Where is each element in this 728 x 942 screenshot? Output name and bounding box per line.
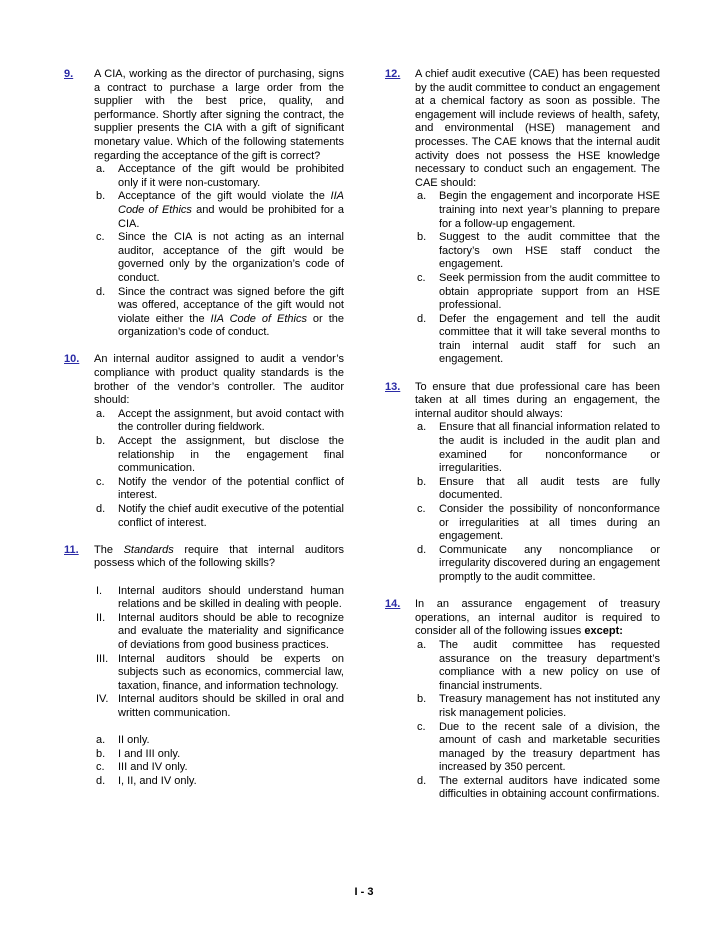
question-12 [385,68,660,367]
option-b: b. Treasury management has not instituted any risk management policies. [417,693,660,719]
option-d: d. The external auditors have indicated some difficulties in obtaining account confirmations. [417,774,660,801]
question-stem: An internal auditor assigned to audit a vendor’s compliance with product quality standards is the brother of the vendor’s controller. The auditor should: [94,353,344,407]
question-number: 9. [64,68,74,80]
option-d: d. Since the contract was signed before the gift was offered, acceptance of the gift would not violate either the IIA Code of Ethics or the organization’s code of conduct. [96,285,344,339]
option-a: a. Accept the assignment, but avoid contact with the controller during fieldwork. [96,407,344,434]
option-c: c. III and IV only. [96,761,188,774]
option-b: b. Ensure that all audit tests are fully documented. [417,475,660,502]
option-d: d. Defer the engagement and tell the audit committee that it will take several months to train internal audit staff for such an engagement. [417,312,660,366]
question-number: 13. [385,380,401,393]
page-number: I - 3 [354,886,374,898]
left-column [64,68,344,802]
option-d: d. Communicate any noncompliance or irregularity discovered during an engagement promptly to the audit committee. [417,543,660,583]
option-d: d. I, II, and IV only. [96,774,197,787]
option-c: c. Since the CIA is not acting as an internal auditor, acceptance of the gift would be governed only by the organization’s code of conduct. [96,231,344,284]
option-b: b. I and III only. [96,747,181,760]
option-c: c. Due to the recent sale of a division, the amount of cash and marketable securities managed by the treasury department has increased by 350 percent. [417,720,660,774]
right-column [385,68,660,816]
option-c: c. Seek permission from the audit committee to obtain appropriate support from an HSE professional. [417,271,660,312]
question-11 [64,544,344,789]
question-9 [64,68,344,340]
question-10 [64,353,344,530]
statement-i: I. Internal auditors should understand human relations and be skilled in dealing with people. [96,584,344,611]
option-a: a. Acceptance of the gift would be prohibited only if it were non-customary. [96,163,344,189]
option-a: a. II only. [96,734,150,747]
question-stem: The Standards require that internal auditors possess which of the following skills? [94,543,344,570]
question-stem: To ensure that due professional care has been taken at all times during an engagement, the internal auditor should always: [415,380,660,420]
question-number: 11. [64,543,79,556]
option-a: a. Begin the engagement and incorporate HSE training into next year’s planning to prepare for a follow-up engagement. [417,190,660,230]
option-b: b. Accept the assignment, but disclose the relationship in the engagement final communication. [96,435,344,475]
question-stem: A CIA, working as the director of purchasing, signs a contract to purchase a large order from the supplier with the best price, quality, and performance. Shortly after signing the contract, the supplier presents the CIA with a gift of significant monetary value. Which of the following statements regarding the acceptance of the gift is correct? [94,68,344,162]
question-number: 12. [385,68,401,80]
statement-ii: II. Internal auditors should be able to recognize and evaluate the materiality and significance of deviations from good business practices. [96,611,344,651]
question-number: 10. [64,353,80,366]
option-b: b. Suggest to the audit committee that the factory’s own HSE staff conduct the engagement. [417,231,660,271]
question-number: 14. [385,598,401,611]
question-13 [385,381,660,585]
question-14 [385,598,660,802]
option-c: c. Consider the possibility of nonconformance or irregularities at all times during an engagement. [417,503,660,543]
option-a: a. The audit committee has requested assurance on the treasury department’s compliance with a new policy on use of financial instruments. [417,638,660,692]
option-b: b. Acceptance of the gift would violate the IIA Code of Ethics and would be prohibited for a CIA. [96,190,344,230]
statement-iv: IV. Internal auditors should be skilled in oral and written communication. [96,693,344,719]
option-a: a. Ensure that all financial information related to the audit is included in the audit plan and examined for nonconformance or irregularities. [417,421,660,475]
option-d: d. Notify the chief audit executive of the potential conflict of interest. [96,503,344,529]
statement-iii: III. Internal auditors should be experts on subjects such as economics, commercial law, taxation, finance, and information technology. [96,652,344,692]
question-stem: In an assurance engagement of treasury operations, an internal auditor is required to consider all of the following issues except: [415,598,660,638]
question-stem: A chief audit executive (CAE) has been requested by the audit committee to conduct an engagement at a chemical factory as soon as possible. The engagement will include reviews of health, safety, and environmental (HSE) management and processes. The CAE knows that the internal audit activity does not possess the HSE knowledge necessary to conduct such an engagement. The CAE should: [415,68,660,189]
option-c: c. Notify the vendor of the potential conflict of interest. [96,475,344,502]
